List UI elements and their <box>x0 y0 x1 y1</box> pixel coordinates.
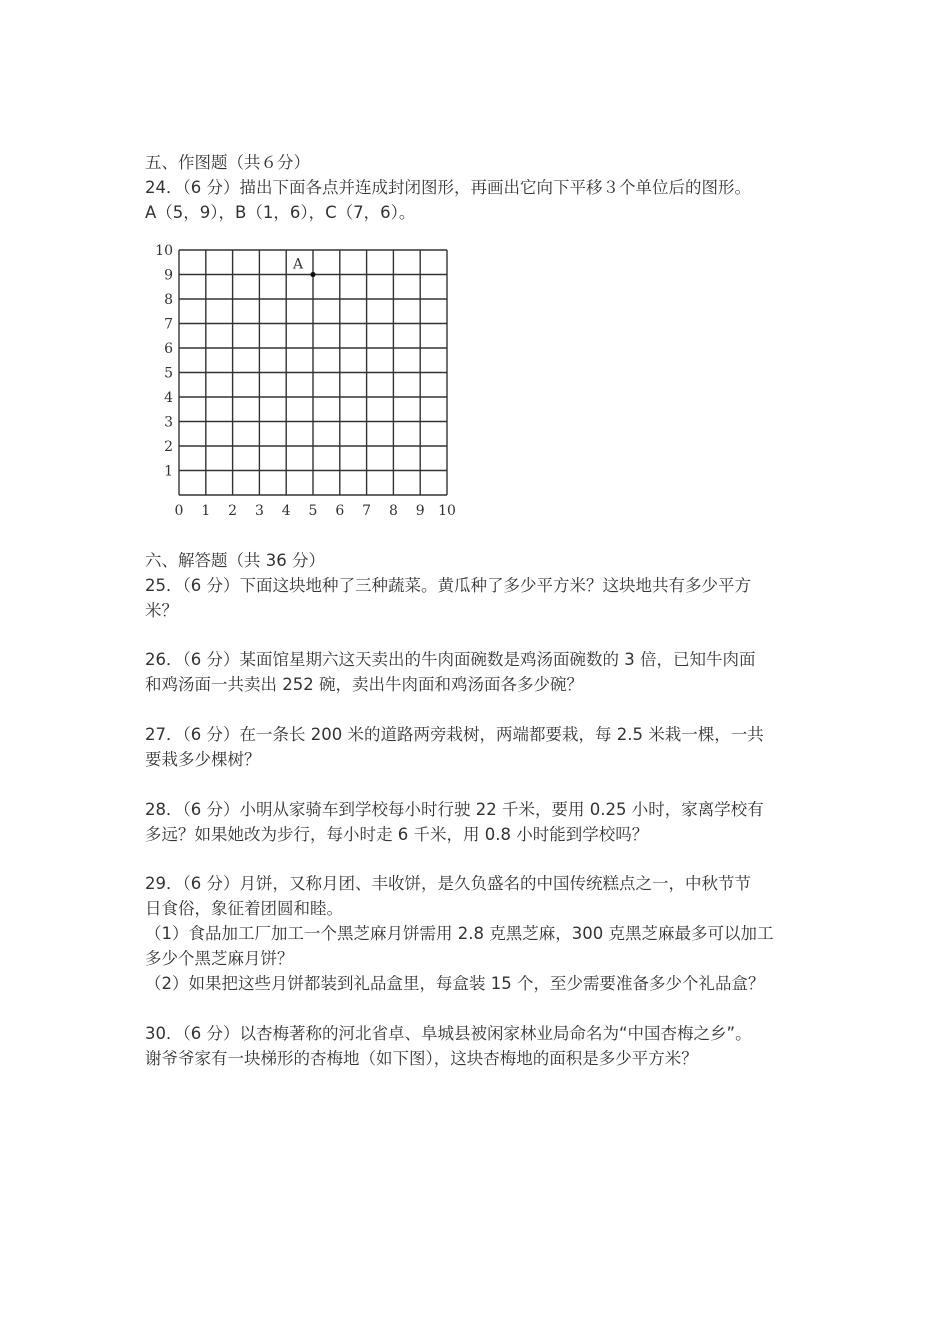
x-tick-label: 5 <box>308 503 318 516</box>
q24-points: A（5，9），B（1，6），C（7，6）。 <box>145 203 416 222</box>
q29-sub1-line2: 多少个黑芝麻月饼？ <box>145 949 294 968</box>
y-tick-label: 7 <box>164 316 173 333</box>
x-tick-label: 9 <box>415 503 425 516</box>
q25-line1: 25．（6 分）下面这块地种了三种蔬菜。黄瓜种了多少平方米？这块地共有多少平方 <box>145 576 751 595</box>
q30-line1: 30．（6 分）以杏梅著称的河北省卓、阜城县被闲家林业局命名为“中国杏梅之乡”。 <box>145 1024 752 1043</box>
q29-sub1-line1: （1）食品加工厂加工一个黑芝麻月饼需用 2.8 克黑芝麻，300 克黑芝麻最多可以加工 <box>145 924 774 943</box>
y-tick-label: 1 <box>164 463 173 480</box>
y-tick-label: 6 <box>164 341 173 357</box>
y-tick-label: 9 <box>164 267 173 284</box>
q28-line2: 多远？如果她改为步行，每小时走 6 千米，用 0.8 小时能到学校吗？ <box>145 825 649 844</box>
q29-sub2: （2）如果把这些月饼都装到礼品盒里，每盒装 15 个，至少需要准备多少个礼品盒？ <box>145 974 765 993</box>
y-tick-label: 5 <box>164 365 173 382</box>
q27-line2: 要栽多少棵树？ <box>145 750 261 769</box>
y-tick-label: 3 <box>164 414 173 431</box>
q24-text: 24．（6 分）描出下面各点并连成封闭图形，再画出它向下平移３个单位后的图形。 <box>145 178 751 197</box>
q26-line1: 26．（6 分）某面馆星期六这天卖出的牛肉面碗数是鸡汤面碗数的 3 倍，已知牛肉面 <box>145 650 756 669</box>
q29-line2: 日食俗，象征着团圆和睦。 <box>145 899 343 918</box>
x-tick-label: 10 <box>438 503 456 516</box>
x-tick-label: 8 <box>388 503 398 516</box>
y-tick-label: 8 <box>164 292 173 308</box>
q30-line2: 谢爷爷家有一块梯形的杏梅地（如下图），这块杏梅地的面积是多少平方米？ <box>145 1049 698 1068</box>
q27-line1: 27．（6 分）在一条长 200 米的道路两旁栽树，两端都要栽，每 2.5 米栽一棵，一共 <box>145 725 764 744</box>
coordinate-grid <box>150 236 470 516</box>
q29-line1: 29．（6 分）月饼，又称月团、丰收饼，是久负盛名的中国传统糕点之一，中秋节节 <box>145 874 751 893</box>
y-tick-label: 10 <box>155 243 173 259</box>
x-tick-label: 2 <box>228 503 238 516</box>
x-tick-label: 0 <box>174 503 184 516</box>
section6-title: 六、解答题（共 36 分） <box>145 551 325 570</box>
x-tick-label: 3 <box>254 503 264 516</box>
q28-line1: 28．（6 分）小明从家骑车到学校每小时行驶 22 千米，要用 0.25 小时，家离学校有 <box>145 800 764 819</box>
y-tick-label: 4 <box>164 390 173 406</box>
point-a-dot <box>310 272 315 277</box>
x-tick-label: 4 <box>281 503 291 516</box>
section5-title: 五、作图题（共６分） <box>145 153 310 172</box>
x-tick-label: 7 <box>362 503 372 516</box>
y-tick-label: 2 <box>164 439 173 455</box>
point-a-label: A <box>293 256 304 273</box>
x-tick-label: 1 <box>201 503 211 516</box>
q25-line2: 米？ <box>145 601 178 620</box>
q26-line2: 和鸡汤面一共卖出 252 碗，卖出牛肉面和鸡汤面各多少碗？ <box>145 675 583 694</box>
x-tick-label: 6 <box>335 503 345 516</box>
